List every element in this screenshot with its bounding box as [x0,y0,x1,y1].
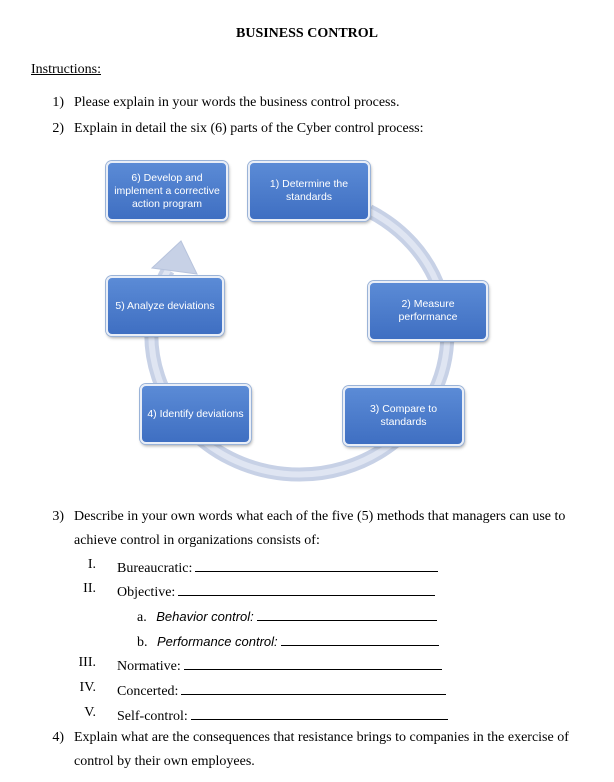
question-number: 1) [52,95,64,110]
question-text-line-1: Describe in your own words what each of the five (5) methods that managers can use to [74,509,566,524]
step-5-box: 5) Analyze deviations [106,276,224,336]
answer-line[interactable] [257,606,437,621]
method-number: V. [84,705,96,720]
question-number: 4) [52,730,64,745]
answer-line[interactable] [184,655,442,670]
step-3-box: 3) Compare to standards [343,386,464,446]
method-label: Concerted: [117,684,179,699]
question-text: Explain in detail the six (6) parts of the Cyber control process: [74,121,424,136]
question-text-line-1: Explain what are the consequences that resistance brings to companies in the exercise of [74,730,569,745]
method-number: III. [78,655,96,670]
sub-number: a. [137,610,147,625]
question-text-line-2: control by their own employees. [74,754,255,769]
method-label: Bureaucratic: [117,561,193,576]
sub-number: b. [137,635,148,650]
answer-line[interactable] [191,705,448,720]
step-1-box: 1) Determine the standards [248,161,370,221]
answer-line[interactable] [178,581,435,596]
method-number: IV. [79,680,96,695]
answer-line[interactable] [181,680,446,695]
method-label: Objective: [117,585,176,600]
step-6-box: 6) Develop and implement a corrective action program [106,161,228,221]
answer-line[interactable] [281,631,439,646]
cycle-arrowhead [152,241,197,274]
method-label: Normative: [117,659,181,674]
page-title: BUSINESS CONTROL [236,26,378,41]
method-number: I. [87,557,96,572]
method-label: Self-control: [117,709,188,724]
sub-label: Performance control: [157,634,278,649]
instructions-label: Instructions: [31,62,101,77]
step-4-box: 4) Identify deviations [140,384,251,444]
question-number: 2) [52,121,64,136]
answer-line[interactable] [195,557,438,572]
question-text: Please explain in your words the business control process. [74,95,400,110]
question-text-line-2: achieve control in organizations consists of: [74,533,320,548]
question-number: 3) [52,509,64,524]
step-2-box: 2) Measure performance [368,281,488,341]
method-number: II. [83,581,96,596]
sub-label: Behavior control: [156,609,254,624]
sub-performance-control [137,631,439,651]
sub-behavior-control [137,606,437,626]
